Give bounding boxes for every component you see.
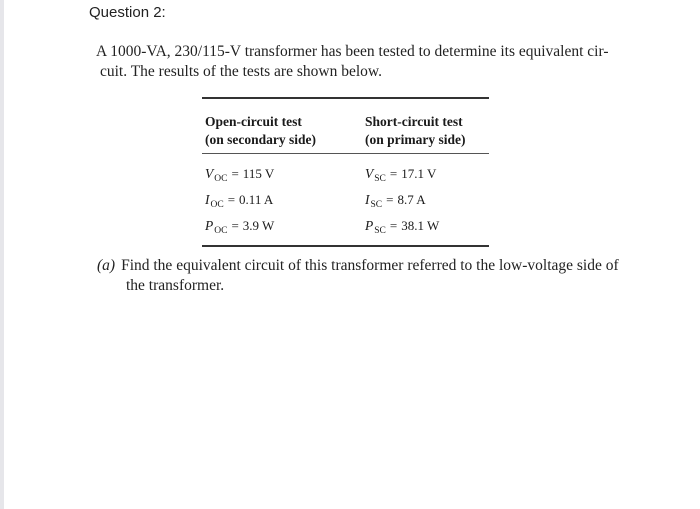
table-row	[202, 187, 489, 213]
header-open-circuit-line1: Open-circuit test	[205, 114, 302, 129]
symbol: V	[365, 166, 374, 181]
part-a-line-2: the transformer.	[126, 277, 225, 294]
table-header	[202, 99, 489, 153]
subscript: SC	[374, 226, 386, 236]
problem-line-1: A 1000-VA, 230/115-V transformer has been tested to determine its equivalent cir-	[96, 43, 609, 60]
table-row	[202, 213, 489, 239]
value: 8.7 A	[397, 192, 426, 207]
header-open-circuit	[202, 113, 365, 153]
problem-statement	[96, 42, 656, 82]
header-open-circuit-line2: (on secondary side)	[205, 132, 316, 147]
page-left-border	[0, 0, 4, 509]
value: 3.9 W	[242, 218, 275, 233]
value: 115 V	[242, 166, 275, 181]
part-a-question	[97, 256, 657, 296]
subscript: OC	[210, 200, 224, 210]
symbol: V	[205, 166, 214, 181]
symbol: P	[205, 218, 214, 233]
value: 0.11 A	[239, 192, 274, 207]
part-a-label: (a)	[97, 257, 116, 274]
symbol: I	[205, 192, 210, 207]
problem-line-2: cuit. The results of the tests are shown below.	[100, 63, 382, 80]
subscript: SC	[370, 200, 383, 210]
cell-vsc: $V_{SC} = 17.1$ V	[365, 166, 437, 184]
cell-poc: $P_{OC} = 3.9$ W	[205, 218, 275, 236]
cell-psc: $P_{SC} = 38.1$ W	[365, 218, 440, 236]
part-a-line-1: Find the equivalent circuit of this transformer referred to the low-voltage side of	[121, 257, 619, 274]
value: 17.1 V	[401, 166, 437, 181]
cell-ioc: $I_{OC} = 0.11$ A	[205, 192, 274, 210]
question-heading: Question 2:	[89, 4, 166, 21]
symbol: I	[365, 192, 370, 207]
value: 38.1 W	[401, 218, 440, 233]
symbol: P	[365, 218, 374, 233]
table-body	[202, 154, 489, 245]
cell-voc: $V_{OC} = 115$ V	[205, 166, 275, 184]
subscript: OC	[214, 174, 228, 184]
header-short-circuit	[365, 113, 489, 153]
cell-isc: $I_{SC} = 8.7$ A	[365, 192, 426, 210]
subscript: SC	[374, 174, 386, 184]
table-row	[202, 161, 489, 187]
table-bottom-rule	[202, 245, 489, 247]
header-short-circuit-line1: Short-circuit test	[365, 114, 463, 129]
test-results-table	[202, 97, 489, 247]
header-short-circuit-line2: (on primary side)	[365, 132, 466, 147]
subscript: OC	[214, 226, 228, 236]
